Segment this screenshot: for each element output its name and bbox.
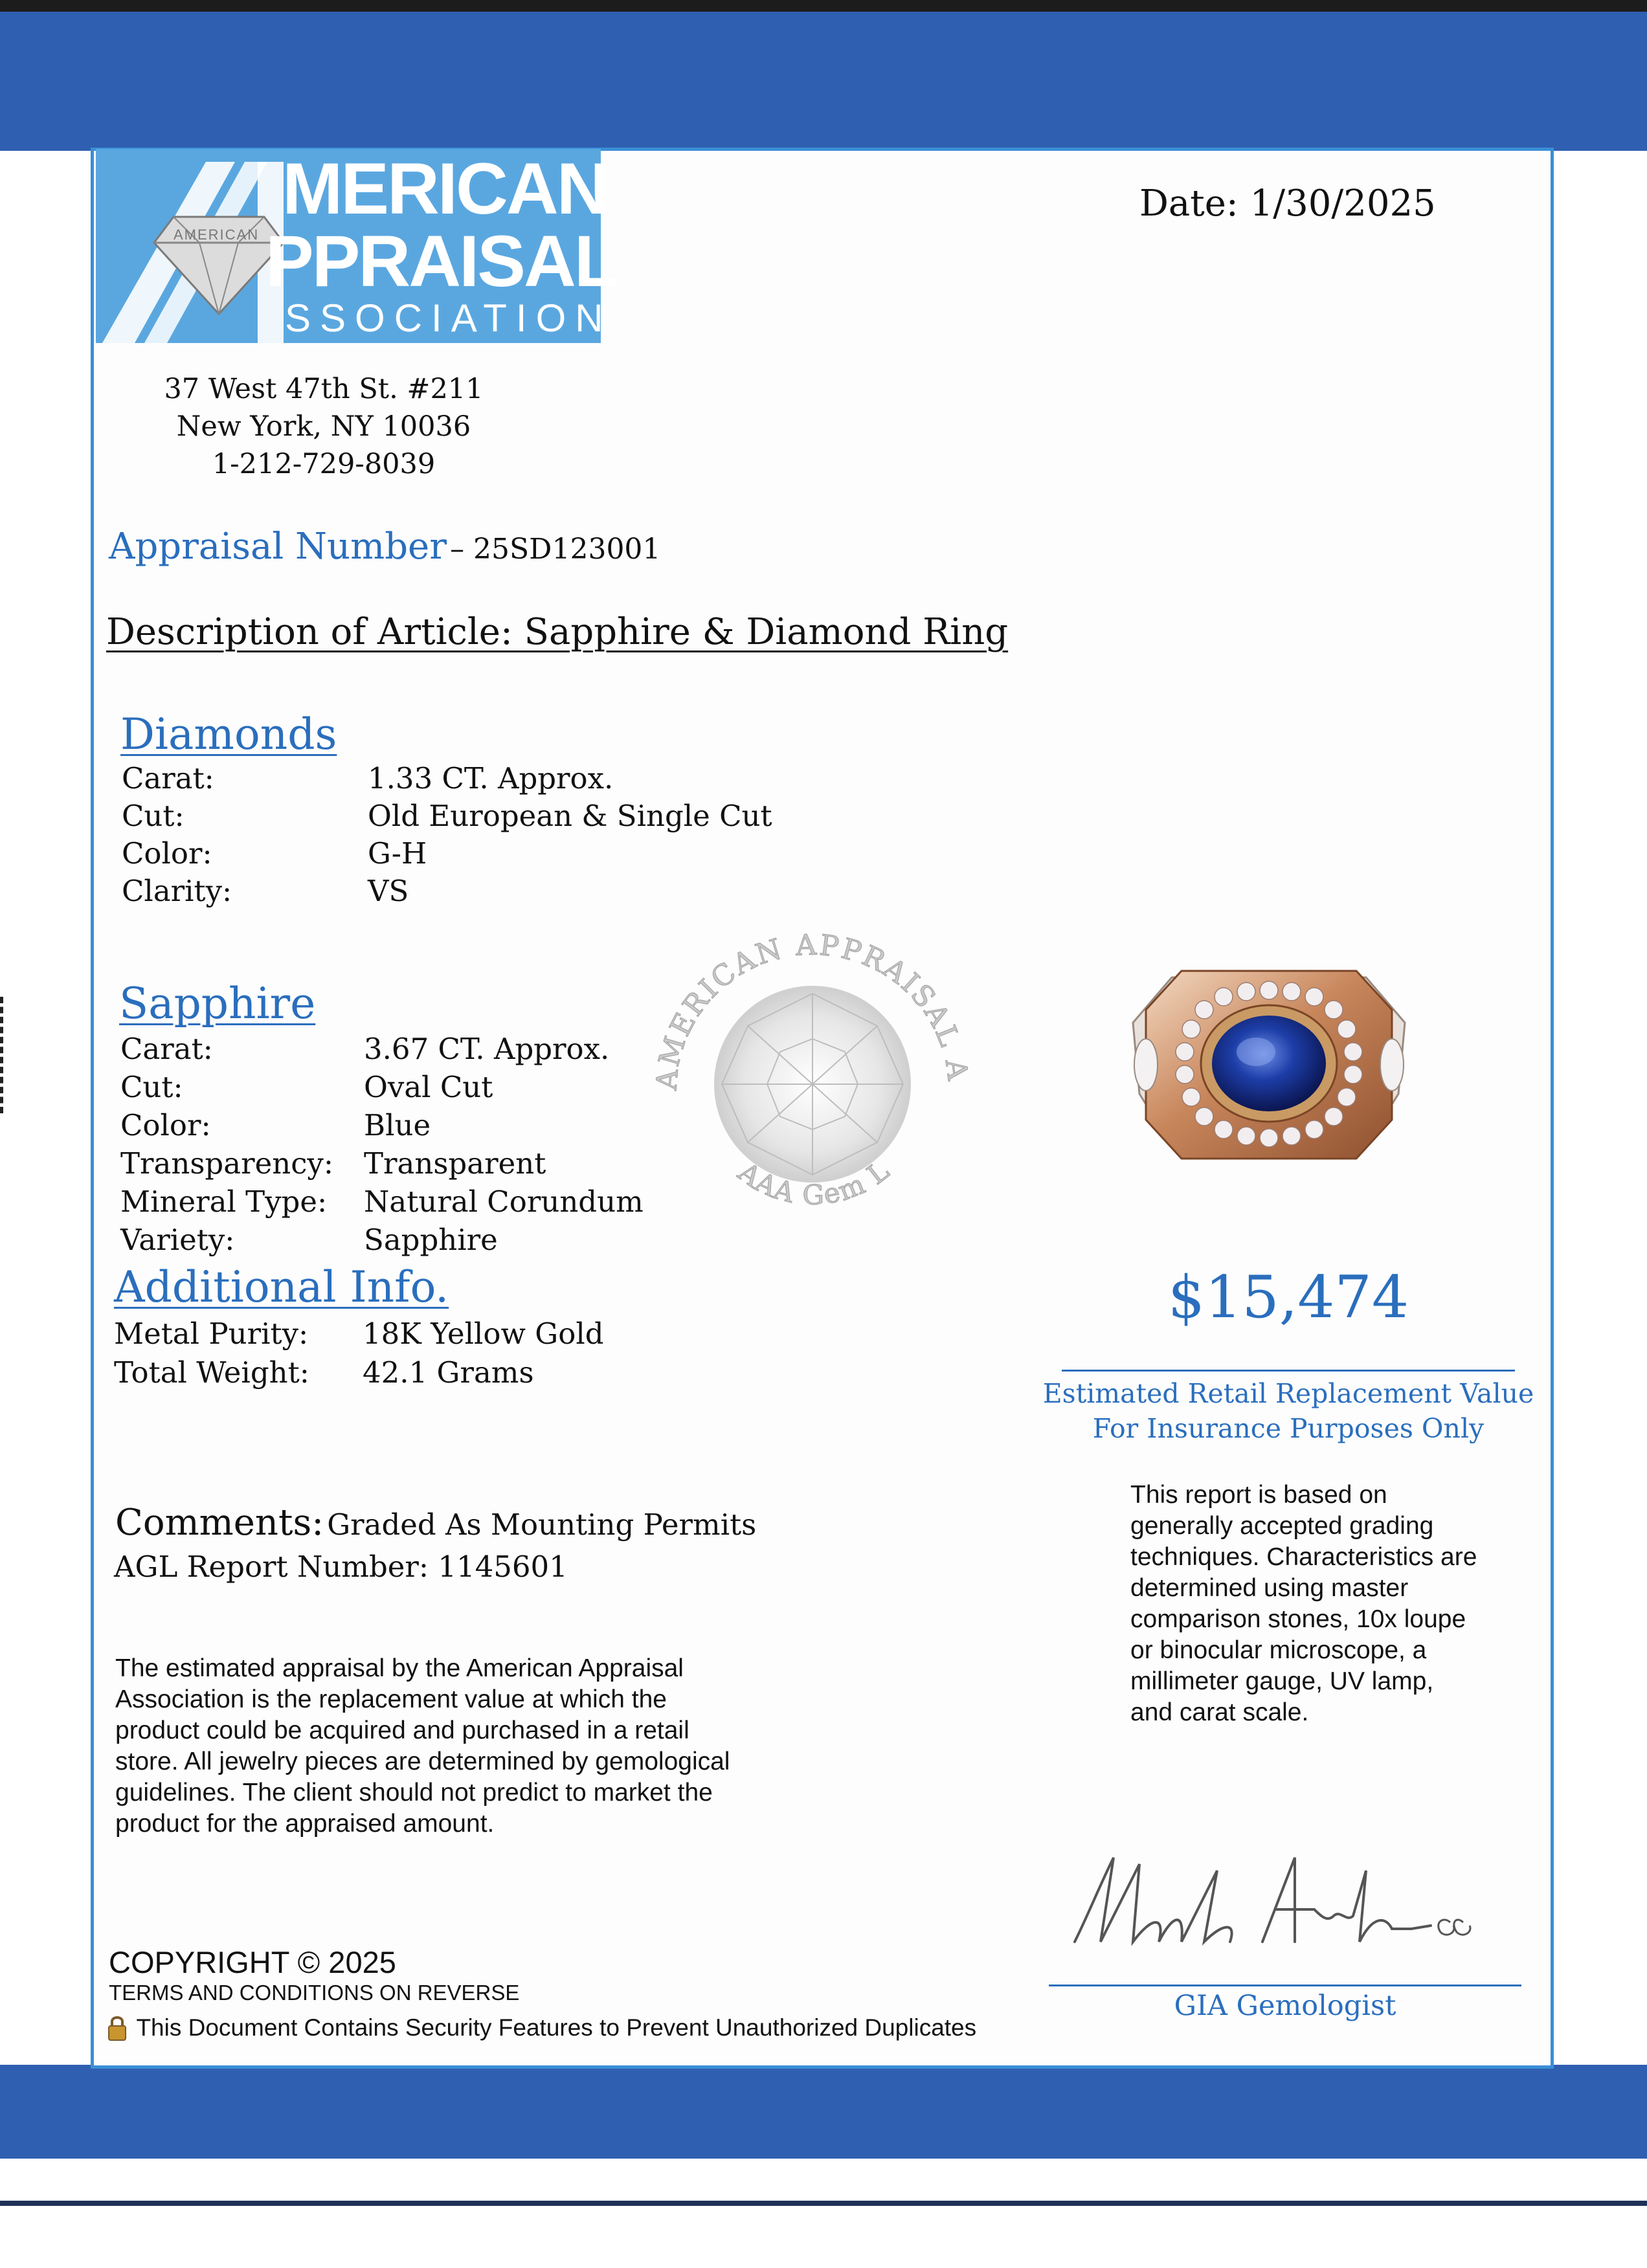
sapphire-color-label: Color: [120,1108,211,1142]
report-note: This report is based on generally accepted grading techniques. Characteristics are determined using master comparison stones, 10x loupe or binocular microscope, a millimeter gauge, UV lamp, and carat scale. [1130,1481,1477,1726]
metal-purity-label: Metal Purity: [114,1317,309,1351]
sapphire-mineral-value: Natural Corundum [364,1184,644,1219]
association-logo [96,148,617,343]
diamond-clarity-value: VS [368,874,409,908]
disclaimer: The estimated appraisal by the American Appraisal Association is the replacement value at which the product could be acquired and purchased in a retail store. All jewelry pieces are determined by gemological guidelines. The client should not predict to market the product for the appraised amount. [115,1654,730,1838]
total-weight-label: Total Weight: [114,1355,309,1390]
security-note [107,2014,976,2041]
diamond-carat-value: 1.33 CT. Approx. [368,761,614,795]
svg-text:AMERICAN APPRAISAL ASSOCIATION: AMERICAN APPRAISAL A [650,928,975,1091]
logo-line3: SSOCIATION [285,296,612,340]
appraised-price: $15,474 [1167,1263,1409,1331]
seal-diamond-icon [631,896,994,1259]
sapphire-cut-value: Oval Cut [364,1070,493,1104]
sapphire-title: Sapphire [119,979,316,1028]
diamond-color-label: Color: [122,836,212,871]
address-line1: 37 West 47th St. #211 [164,373,484,405]
sapphire-variety-value: Sapphire [364,1223,498,1257]
additional-info-title: Additional Info. [114,1262,449,1312]
gem-lab-seal [631,896,994,1259]
diamond-carat-label: Carat: [122,761,214,795]
sapphire-carat-label: Carat: [120,1032,213,1066]
diamond-clarity-label: Clarity: [122,874,232,908]
address-line2: New York, NY 10036 [176,410,471,443]
copyright: COPYRIGHT © 2025 [109,1945,396,1979]
sapphire-color-value: Blue [364,1108,431,1142]
value-caption-line1: Estimated Retail Replacement Value [1042,1378,1534,1409]
diamond-cut-label: Cut: [122,799,185,833]
bottom-white-strip [0,2159,1647,2268]
bottom-dark-line [0,2201,1647,2206]
total-weight-value: 42.1 Grams [363,1355,534,1390]
gemologist-signature [1062,1819,1502,1968]
appraisal-number-label: Appraisal Number [109,526,447,568]
logo-line2: PPRAISAL [265,221,617,302]
address-line3: 1-212-729-8039 [212,448,436,480]
sapphire-carat-value: 3.67 CT. Approx. [364,1032,610,1066]
value-caption-line2: For Insurance Purposes Only [1092,1413,1485,1444]
comments-value: Graded As Mounting Permits [327,1507,757,1542]
signature-line [1049,1984,1521,1986]
report-date: Date: 1/30/2025 [1139,183,1436,225]
diamonds-title: Diamonds [120,709,337,759]
diamond-cut-value: Old European & Single Cut [368,799,772,833]
top-blue-band [0,12,1647,151]
svg-text:AAA Gem Lab: AAA Gem L [732,1153,896,1211]
appraisal-number [109,526,660,568]
bottom-blue-band [0,2065,1647,2159]
value-caption [1036,1376,1541,1446]
appraisal-number-value: – 25SD123001 [450,533,661,566]
comments [115,1502,756,1544]
article-description: Description of Article: Sapphire & Diamond Ring [106,611,1009,653]
sapphire-transparency-value: Transparent [364,1146,546,1181]
address-block [162,370,486,483]
logo-line1: MERICAN [282,148,607,229]
sapphire-mineral-label: Mineral Type: [120,1184,328,1219]
metal-purity-value: 18K Yellow Gold [363,1317,604,1351]
sapphire-transparency-label: Transparency: [120,1146,333,1181]
comments-label: Comments: [115,1502,324,1544]
logo-diamond-text: AMERICAN [174,227,260,243]
margin-marks [0,997,7,1113]
ring-photo [1120,932,1418,1191]
gemologist-title: GIA Gemologist [1174,1990,1396,2022]
price-divider [1062,1370,1515,1372]
lock-icon [107,2014,127,2041]
top-edge [0,0,1647,12]
security-text: This Document Contains Security Features to Prevent Unauthorized Duplicates [136,2014,977,2041]
diamond-color-value: G-H [368,836,427,871]
sapphire-ring-image [1120,932,1418,1191]
sapphire-cut-label: Cut: [120,1070,183,1104]
terms-note: TERMS AND CONDITIONS ON REVERSE [109,1981,520,2005]
agl-report-number: AGL Report Number: 1145601 [114,1550,568,1584]
sapphire-variety-label: Variety: [120,1223,235,1257]
